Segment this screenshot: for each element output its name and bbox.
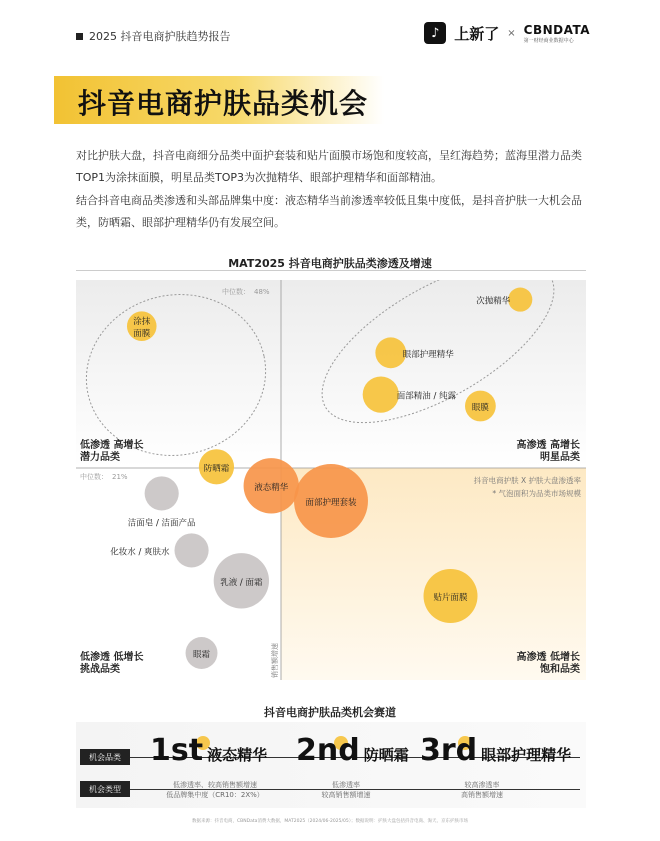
opportunity-item-1 [150,733,267,768]
bubble-label-11: 贴片面膜 [433,593,468,603]
desc-line: 低渗透率 [332,781,360,789]
opportunity-desc-1 [150,780,280,800]
median-y-label: 中位数： 21% [80,473,128,481]
label-opportunity-type: 机会类型 [80,781,130,797]
upper-quadrants-bg [76,280,586,468]
rank-number: 2nd [296,733,360,768]
intro-paragraph-1: 对比护肤大盘，抖音电商细分品类中面护套装和贴片面膜市场饱和度较高，呈红海趋势；蓝海里潜力品类TOP1为涂抹面膜，明星品类TOP3为次抛精华、眼部护理精华和面部精油。 [76,149,582,184]
desc-line: 低品牌集中度（CR10：2X%） [166,791,264,799]
partner-sub: 第一财经商业数据中心 [523,37,574,44]
bubble-label-1: 次抛精华 [476,296,511,307]
desc-line: 高销售额增速 [461,791,503,799]
bubble-3 [363,376,399,412]
report-name: 2025 抖音电商护肤趋势报告 [89,30,231,43]
bubble-label-8: 洁面皂 / 洁面产品 [127,518,196,529]
bubble-8 [145,476,179,510]
desc-line: 较高渗透率 [464,781,500,789]
bubble-9 [174,533,208,567]
opportunity-desc-3 [432,780,532,800]
footnote: 数据来源：抖音电商，CBNData消费大数据，MAT2025（2024/06-2025/05）；数据说明：护肤大盘包括抖音电商、淘天、京东护肤市场 [192,819,468,824]
bubble-label-4: 眼膜 [471,403,489,413]
rank-category: 眼部护理精华 [481,746,572,764]
report-tag [76,28,231,44]
desc-line: 低渗透率、较高销售额增速 [173,781,257,789]
bubble-label-0: 涂抹面膜 [133,317,151,340]
bubble-label-2: 眼部护理精华 [402,349,454,360]
quadrant-label-top-right: 高渗透 高增长明星品类 [516,440,580,463]
opportunity-title: 抖音电商护肤品类机会赛道 [264,706,396,719]
quadrant-label-bottom-right: 高渗透 低增长饱和品类 [516,652,580,675]
bubble-label-9: 化妆水 / 爽肤水 [110,547,170,558]
y-axis-label: 销售额增速 [271,643,279,678]
page-title: 抖音电商护肤品类机会 [78,87,369,120]
bubble-label-5: 防晒霜 [203,463,230,474]
median-x-label: 中位数： 48% [222,288,270,296]
page-header [0,0,660,70]
opportunity-item-2 [296,733,409,768]
bubble-2 [375,337,406,368]
shopping-bag-logo-icon: ♪ [424,22,446,44]
bubble-label-6: 液态精华 [254,482,289,493]
bubble-label-3: 面部精油 / 纯露 [396,391,457,402]
intro-paragraph-2: 结合抖音电商品类渗透和头部品牌集中度：液态精华当前渗透率较低且集中度低，是抖音护肤一大机会品类，防晒霜、眼部护理精华仍有发展空间。 [76,194,582,229]
bubble-label-10: 乳液 / 面霜 [220,577,263,588]
partner-name: CBNDATA [523,22,590,37]
bubble-chart [76,280,586,680]
rank-number: 3rd [420,733,478,768]
opportunity-desc-2 [296,780,396,800]
brand-logo-text: 上新了 [454,24,500,43]
bubble-1 [508,288,532,312]
bubble-label-12: 眼霜 [193,650,211,660]
square-bullet-icon [76,33,83,40]
partner-logo [524,23,590,44]
chart-title-divider [76,270,586,271]
desc-line: 较高销售额增速 [321,791,371,799]
bubble-size-note: * 气泡面积为品类市场规模 [492,489,581,498]
label-opportunity-category: 机会品类 [80,749,130,765]
rank-category: 防晒霜 [363,746,409,764]
logo-separator: × [507,27,516,39]
quadrant-label-bottom-left: 低渗透 低增长挑战品类 [80,652,144,675]
quadrant-label-top-left: 低渗透 高增长潜力品类 [80,440,144,463]
chart-title: MAT2025 抖音电商护肤品类渗透及增速 [228,257,432,270]
x-axis-label: 抖音电商护肤 X 护肤大盘渗透率 [473,476,581,485]
bubble-label-7: 面部护理套装 [305,498,357,508]
opportunity-item-3 [420,733,571,768]
rank-category: 液态精华 [207,746,268,764]
logo-group [424,22,590,44]
rank-number: 1st [150,733,204,768]
